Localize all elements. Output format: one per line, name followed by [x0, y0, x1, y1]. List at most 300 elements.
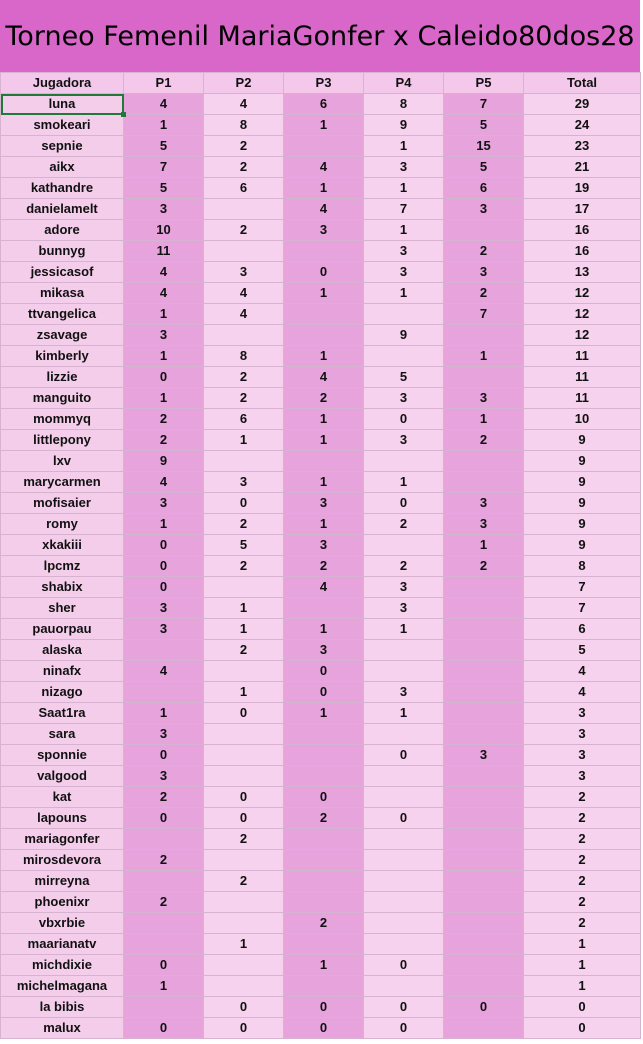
p5-cell[interactable]: 0	[444, 997, 524, 1018]
header-jugadora[interactable]: Jugadora	[1, 73, 124, 94]
p2-cell[interactable]	[204, 976, 284, 997]
player-name-cell[interactable]: adore	[1, 220, 124, 241]
player-name-cell[interactable]: xkakiii	[1, 535, 124, 556]
total-cell[interactable]: 3	[524, 745, 641, 766]
p2-cell[interactable]	[204, 955, 284, 976]
p5-cell[interactable]	[444, 850, 524, 871]
p1-cell[interactable]	[124, 934, 204, 955]
p1-cell[interactable]: 0	[124, 808, 204, 829]
p3-cell[interactable]: 4	[284, 367, 364, 388]
p2-cell[interactable]	[204, 451, 284, 472]
player-name-cell[interactable]: smokeari	[1, 115, 124, 136]
p2-cell[interactable]: 2	[204, 514, 284, 535]
player-name-cell[interactable]: mirosdevora	[1, 850, 124, 871]
p5-cell[interactable]	[444, 934, 524, 955]
p1-cell[interactable]	[124, 682, 204, 703]
total-cell[interactable]: 7	[524, 598, 641, 619]
p4-cell[interactable]: 1	[364, 178, 444, 199]
player-name-cell[interactable]: sher	[1, 598, 124, 619]
p3-cell[interactable]: 2	[284, 913, 364, 934]
p2-cell[interactable]: 4	[204, 283, 284, 304]
p1-cell[interactable]	[124, 871, 204, 892]
p1-cell[interactable]: 3	[124, 619, 204, 640]
total-cell[interactable]: 9	[524, 451, 641, 472]
total-cell[interactable]: 17	[524, 199, 641, 220]
p4-cell[interactable]: 2	[364, 514, 444, 535]
total-cell[interactable]: 4	[524, 661, 641, 682]
player-name-cell[interactable]: alaska	[1, 640, 124, 661]
total-cell[interactable]: 9	[524, 514, 641, 535]
p1-cell[interactable]: 2	[124, 850, 204, 871]
p5-cell[interactable]: 2	[444, 283, 524, 304]
total-cell[interactable]: 29	[524, 94, 641, 115]
p3-cell[interactable]: 1	[284, 472, 364, 493]
p5-cell[interactable]: 3	[444, 388, 524, 409]
p3-cell[interactable]: 2	[284, 808, 364, 829]
p4-cell[interactable]: 0	[364, 493, 444, 514]
p3-cell[interactable]: 6	[284, 94, 364, 115]
p2-cell[interactable]	[204, 892, 284, 913]
player-name-cell[interactable]: luna	[1, 94, 124, 115]
p1-cell[interactable]: 0	[124, 1018, 204, 1039]
p4-cell[interactable]	[364, 724, 444, 745]
total-cell[interactable]: 12	[524, 325, 641, 346]
total-cell[interactable]: 11	[524, 388, 641, 409]
total-cell[interactable]: 21	[524, 157, 641, 178]
player-name-cell[interactable]: lizzie	[1, 367, 124, 388]
p1-cell[interactable]: 1	[124, 388, 204, 409]
player-name-cell[interactable]: aikx	[1, 157, 124, 178]
p1-cell[interactable]: 1	[124, 304, 204, 325]
p3-cell[interactable]	[284, 451, 364, 472]
p4-cell[interactable]: 3	[364, 598, 444, 619]
p4-cell[interactable]: 3	[364, 157, 444, 178]
p5-cell[interactable]	[444, 871, 524, 892]
p4-cell[interactable]: 7	[364, 199, 444, 220]
p5-cell[interactable]	[444, 661, 524, 682]
p2-cell[interactable]: 2	[204, 556, 284, 577]
p4-cell[interactable]	[364, 346, 444, 367]
player-name-cell[interactable]: shabix	[1, 577, 124, 598]
player-name-cell[interactable]: littlepony	[1, 430, 124, 451]
p2-cell[interactable]: 1	[204, 682, 284, 703]
p5-cell[interactable]: 1	[444, 535, 524, 556]
p5-cell[interactable]	[444, 976, 524, 997]
p2-cell[interactable]: 2	[204, 136, 284, 157]
p2-cell[interactable]	[204, 577, 284, 598]
total-cell[interactable]: 10	[524, 409, 641, 430]
p2-cell[interactable]	[204, 745, 284, 766]
p1-cell[interactable]: 11	[124, 241, 204, 262]
p5-cell[interactable]	[444, 682, 524, 703]
p1-cell[interactable]: 3	[124, 724, 204, 745]
p1-cell[interactable]: 0	[124, 367, 204, 388]
total-cell[interactable]: 0	[524, 1018, 641, 1039]
p1-cell[interactable]: 2	[124, 787, 204, 808]
p2-cell[interactable]: 2	[204, 157, 284, 178]
p3-cell[interactable]: 0	[284, 787, 364, 808]
p5-cell[interactable]	[444, 808, 524, 829]
p2-cell[interactable]: 1	[204, 934, 284, 955]
p5-cell[interactable]	[444, 892, 524, 913]
total-cell[interactable]: 6	[524, 619, 641, 640]
p4-cell[interactable]: 3	[364, 577, 444, 598]
p4-cell[interactable]	[364, 850, 444, 871]
p3-cell[interactable]	[284, 325, 364, 346]
p4-cell[interactable]	[364, 934, 444, 955]
p1-cell[interactable]: 1	[124, 703, 204, 724]
total-cell[interactable]: 1	[524, 955, 641, 976]
p3-cell[interactable]: 1	[284, 178, 364, 199]
p3-cell[interactable]: 4	[284, 199, 364, 220]
p4-cell[interactable]: 9	[364, 325, 444, 346]
p1-cell[interactable]: 3	[124, 325, 204, 346]
player-name-cell[interactable]: sara	[1, 724, 124, 745]
p5-cell[interactable]	[444, 1018, 524, 1039]
total-cell[interactable]: 1	[524, 976, 641, 997]
total-cell[interactable]: 2	[524, 829, 641, 850]
p4-cell[interactable]: 1	[364, 619, 444, 640]
player-name-cell[interactable]: la bibis	[1, 997, 124, 1018]
p5-cell[interactable]	[444, 367, 524, 388]
p5-cell[interactable]	[444, 913, 524, 934]
player-name-cell[interactable]: danielamelt	[1, 199, 124, 220]
p1-cell[interactable]: 1	[124, 346, 204, 367]
p4-cell[interactable]: 1	[364, 472, 444, 493]
p1-cell[interactable]: 5	[124, 136, 204, 157]
p5-cell[interactable]: 3	[444, 262, 524, 283]
p5-cell[interactable]: 7	[444, 94, 524, 115]
p3-cell[interactable]	[284, 304, 364, 325]
p1-cell[interactable]: 4	[124, 661, 204, 682]
total-cell[interactable]: 3	[524, 766, 641, 787]
p3-cell[interactable]: 1	[284, 409, 364, 430]
p5-cell[interactable]	[444, 955, 524, 976]
player-name-cell[interactable]: romy	[1, 514, 124, 535]
p1-cell[interactable]: 3	[124, 493, 204, 514]
total-cell[interactable]: 12	[524, 283, 641, 304]
p2-cell[interactable]: 8	[204, 115, 284, 136]
p2-cell[interactable]: 2	[204, 871, 284, 892]
p4-cell[interactable]: 0	[364, 1018, 444, 1039]
p3-cell[interactable]: 1	[284, 115, 364, 136]
p3-cell[interactable]	[284, 892, 364, 913]
p5-cell[interactable]: 2	[444, 556, 524, 577]
p4-cell[interactable]	[364, 976, 444, 997]
p3-cell[interactable]	[284, 136, 364, 157]
p2-cell[interactable]: 5	[204, 535, 284, 556]
p3-cell[interactable]	[284, 976, 364, 997]
p1-cell[interactable]: 0	[124, 556, 204, 577]
total-cell[interactable]: 1	[524, 934, 641, 955]
p1-cell[interactable]	[124, 997, 204, 1018]
p5-cell[interactable]	[444, 640, 524, 661]
p1-cell[interactable]: 3	[124, 199, 204, 220]
p3-cell[interactable]	[284, 724, 364, 745]
p2-cell[interactable]: 4	[204, 94, 284, 115]
fill-handle[interactable]	[121, 112, 126, 117]
p3-cell[interactable]	[284, 598, 364, 619]
p4-cell[interactable]	[364, 661, 444, 682]
p1-cell[interactable]: 7	[124, 157, 204, 178]
p2-cell[interactable]: 0	[204, 787, 284, 808]
player-name-cell[interactable]: jessicasof	[1, 262, 124, 283]
p4-cell[interactable]	[364, 892, 444, 913]
p1-cell[interactable]	[124, 640, 204, 661]
p1-cell[interactable]	[124, 829, 204, 850]
p3-cell[interactable]: 1	[284, 283, 364, 304]
player-name-cell[interactable]: maarianatv	[1, 934, 124, 955]
player-name-cell[interactable]: phoenixr	[1, 892, 124, 913]
p1-cell[interactable]: 0	[124, 955, 204, 976]
header-p1[interactable]: P1	[124, 73, 204, 94]
p5-cell[interactable]	[444, 619, 524, 640]
p3-cell[interactable]: 3	[284, 535, 364, 556]
p3-cell[interactable]: 2	[284, 556, 364, 577]
player-name-cell[interactable]: mikasa	[1, 283, 124, 304]
p3-cell[interactable]: 4	[284, 157, 364, 178]
p3-cell[interactable]: 1	[284, 955, 364, 976]
p2-cell[interactable]: 1	[204, 619, 284, 640]
p4-cell[interactable]	[364, 304, 444, 325]
p2-cell[interactable]: 4	[204, 304, 284, 325]
p1-cell[interactable]: 1	[124, 514, 204, 535]
player-name-cell[interactable]: kat	[1, 787, 124, 808]
p3-cell[interactable]: 2	[284, 388, 364, 409]
p1-cell[interactable]: 5	[124, 178, 204, 199]
p5-cell[interactable]	[444, 787, 524, 808]
player-name-cell[interactable]: vbxrbie	[1, 913, 124, 934]
p2-cell[interactable]: 6	[204, 409, 284, 430]
p2-cell[interactable]: 2	[204, 388, 284, 409]
p3-cell[interactable]: 0	[284, 661, 364, 682]
total-cell[interactable]: 12	[524, 304, 641, 325]
total-cell[interactable]: 19	[524, 178, 641, 199]
p3-cell[interactable]: 1	[284, 346, 364, 367]
p1-cell[interactable]: 3	[124, 598, 204, 619]
p1-cell[interactable]: 4	[124, 472, 204, 493]
p3-cell[interactable]: 4	[284, 577, 364, 598]
p5-cell[interactable]	[444, 451, 524, 472]
p2-cell[interactable]: 2	[204, 367, 284, 388]
p3-cell[interactable]	[284, 829, 364, 850]
player-name-cell[interactable]: mariagonfer	[1, 829, 124, 850]
total-cell[interactable]: 2	[524, 892, 641, 913]
p4-cell[interactable]	[364, 829, 444, 850]
p2-cell[interactable]	[204, 199, 284, 220]
p1-cell[interactable]: 4	[124, 94, 204, 115]
player-name-cell[interactable]: mommyq	[1, 409, 124, 430]
p2-cell[interactable]: 6	[204, 178, 284, 199]
p5-cell[interactable]: 2	[444, 430, 524, 451]
header-p4[interactable]: P4	[364, 73, 444, 94]
p4-cell[interactable]: 1	[364, 220, 444, 241]
p2-cell[interactable]	[204, 766, 284, 787]
player-name-cell[interactable]: lpcmz	[1, 556, 124, 577]
p2-cell[interactable]: 3	[204, 472, 284, 493]
p2-cell[interactable]	[204, 661, 284, 682]
p1-cell[interactable]: 0	[124, 577, 204, 598]
p4-cell[interactable]: 3	[364, 388, 444, 409]
p5-cell[interactable]	[444, 724, 524, 745]
p1-cell[interactable]: 10	[124, 220, 204, 241]
total-cell[interactable]: 7	[524, 577, 641, 598]
p5-cell[interactable]: 5	[444, 157, 524, 178]
total-cell[interactable]: 2	[524, 913, 641, 934]
player-name-cell[interactable]: nizago	[1, 682, 124, 703]
player-name-cell[interactable]: kimberly	[1, 346, 124, 367]
p4-cell[interactable]	[364, 535, 444, 556]
p5-cell[interactable]: 15	[444, 136, 524, 157]
p5-cell[interactable]	[444, 325, 524, 346]
p3-cell[interactable]	[284, 934, 364, 955]
player-name-cell[interactable]: lxv	[1, 451, 124, 472]
total-cell[interactable]: 2	[524, 808, 641, 829]
total-cell[interactable]: 24	[524, 115, 641, 136]
p1-cell[interactable]: 1	[124, 115, 204, 136]
p4-cell[interactable]: 5	[364, 367, 444, 388]
p3-cell[interactable]: 0	[284, 682, 364, 703]
player-name-cell[interactable]: sepnie	[1, 136, 124, 157]
p3-cell[interactable]	[284, 241, 364, 262]
p2-cell[interactable]	[204, 913, 284, 934]
p2-cell[interactable]	[204, 325, 284, 346]
p5-cell[interactable]: 1	[444, 409, 524, 430]
total-cell[interactable]: 2	[524, 871, 641, 892]
total-cell[interactable]: 8	[524, 556, 641, 577]
p1-cell[interactable]: 4	[124, 283, 204, 304]
p2-cell[interactable]: 0	[204, 493, 284, 514]
player-name-cell[interactable]: michelmagana	[1, 976, 124, 997]
total-cell[interactable]: 16	[524, 241, 641, 262]
p3-cell[interactable]: 0	[284, 262, 364, 283]
total-cell[interactable]: 3	[524, 724, 641, 745]
player-name-cell[interactable]: bunnyg	[1, 241, 124, 262]
total-cell[interactable]: 9	[524, 493, 641, 514]
p4-cell[interactable]: 3	[364, 430, 444, 451]
p2-cell[interactable]: 0	[204, 997, 284, 1018]
player-name-cell[interactable]: ttvangelica	[1, 304, 124, 325]
p5-cell[interactable]: 6	[444, 178, 524, 199]
p4-cell[interactable]	[364, 640, 444, 661]
player-name-cell[interactable]: pauorpau	[1, 619, 124, 640]
p4-cell[interactable]	[364, 913, 444, 934]
p2-cell[interactable]: 3	[204, 262, 284, 283]
player-name-cell[interactable]: michdixie	[1, 955, 124, 976]
p4-cell[interactable]	[364, 451, 444, 472]
p4-cell[interactable]: 0	[364, 808, 444, 829]
player-name-cell[interactable]: Saat1ra	[1, 703, 124, 724]
total-cell[interactable]: 3	[524, 703, 641, 724]
player-name-cell[interactable]: manguito	[1, 388, 124, 409]
p2-cell[interactable]	[204, 241, 284, 262]
player-name-cell[interactable]: ninafx	[1, 661, 124, 682]
p3-cell[interactable]: 1	[284, 703, 364, 724]
p4-cell[interactable]: 8	[364, 94, 444, 115]
p5-cell[interactable]: 2	[444, 241, 524, 262]
p4-cell[interactable]: 9	[364, 115, 444, 136]
p5-cell[interactable]: 3	[444, 199, 524, 220]
p3-cell[interactable]	[284, 850, 364, 871]
p5-cell[interactable]	[444, 220, 524, 241]
p1-cell[interactable]: 9	[124, 451, 204, 472]
p2-cell[interactable]: 2	[204, 640, 284, 661]
player-name-cell[interactable]: lapouns	[1, 808, 124, 829]
total-cell[interactable]: 9	[524, 535, 641, 556]
p4-cell[interactable]: 0	[364, 745, 444, 766]
player-name-cell[interactable]: malux	[1, 1018, 124, 1039]
p3-cell[interactable]	[284, 745, 364, 766]
p4-cell[interactable]	[364, 766, 444, 787]
p1-cell[interactable]: 2	[124, 430, 204, 451]
p4-cell[interactable]	[364, 871, 444, 892]
p3-cell[interactable]	[284, 871, 364, 892]
p4-cell[interactable]: 0	[364, 997, 444, 1018]
p2-cell[interactable]: 8	[204, 346, 284, 367]
p4-cell[interactable]: 1	[364, 136, 444, 157]
total-cell[interactable]: 5	[524, 640, 641, 661]
total-cell[interactable]: 11	[524, 367, 641, 388]
p3-cell[interactable]: 1	[284, 430, 364, 451]
player-name-cell[interactable]: valgood	[1, 766, 124, 787]
p1-cell[interactable]: 1	[124, 976, 204, 997]
p1-cell[interactable]: 2	[124, 892, 204, 913]
p5-cell[interactable]: 1	[444, 346, 524, 367]
p4-cell[interactable]: 0	[364, 409, 444, 430]
p2-cell[interactable]	[204, 850, 284, 871]
player-name-cell[interactable]: mofisaier	[1, 493, 124, 514]
p3-cell[interactable]: 3	[284, 493, 364, 514]
p2-cell[interactable]: 2	[204, 220, 284, 241]
p3-cell[interactable]: 3	[284, 220, 364, 241]
total-cell[interactable]: 4	[524, 682, 641, 703]
total-cell[interactable]: 16	[524, 220, 641, 241]
p1-cell[interactable]: 3	[124, 766, 204, 787]
player-name-cell[interactable]: zsavage	[1, 325, 124, 346]
p2-cell[interactable]: 1	[204, 430, 284, 451]
p2-cell[interactable]: 0	[204, 808, 284, 829]
header-total[interactable]: Total	[524, 73, 641, 94]
total-cell[interactable]: 23	[524, 136, 641, 157]
p1-cell[interactable]	[124, 913, 204, 934]
total-cell[interactable]: 11	[524, 346, 641, 367]
p2-cell[interactable]: 0	[204, 703, 284, 724]
p5-cell[interactable]	[444, 703, 524, 724]
p3-cell[interactable]: 0	[284, 1018, 364, 1039]
p5-cell[interactable]	[444, 598, 524, 619]
total-cell[interactable]: 2	[524, 787, 641, 808]
header-p3[interactable]: P3	[284, 73, 364, 94]
p5-cell[interactable]: 3	[444, 493, 524, 514]
p1-cell[interactable]: 4	[124, 262, 204, 283]
p4-cell[interactable]: 2	[364, 556, 444, 577]
p4-cell[interactable]: 1	[364, 703, 444, 724]
p4-cell[interactable]: 0	[364, 955, 444, 976]
p2-cell[interactable]: 1	[204, 598, 284, 619]
p4-cell[interactable]: 3	[364, 241, 444, 262]
p5-cell[interactable]: 3	[444, 514, 524, 535]
p2-cell[interactable]: 0	[204, 1018, 284, 1039]
total-cell[interactable]: 0	[524, 997, 641, 1018]
p3-cell[interactable]: 1	[284, 514, 364, 535]
p5-cell[interactable]	[444, 766, 524, 787]
p3-cell[interactable]	[284, 766, 364, 787]
p1-cell[interactable]: 0	[124, 535, 204, 556]
p5-cell[interactable]: 3	[444, 745, 524, 766]
p4-cell[interactable]: 1	[364, 283, 444, 304]
total-cell[interactable]: 9	[524, 430, 641, 451]
player-name-cell[interactable]: sponnie	[1, 745, 124, 766]
